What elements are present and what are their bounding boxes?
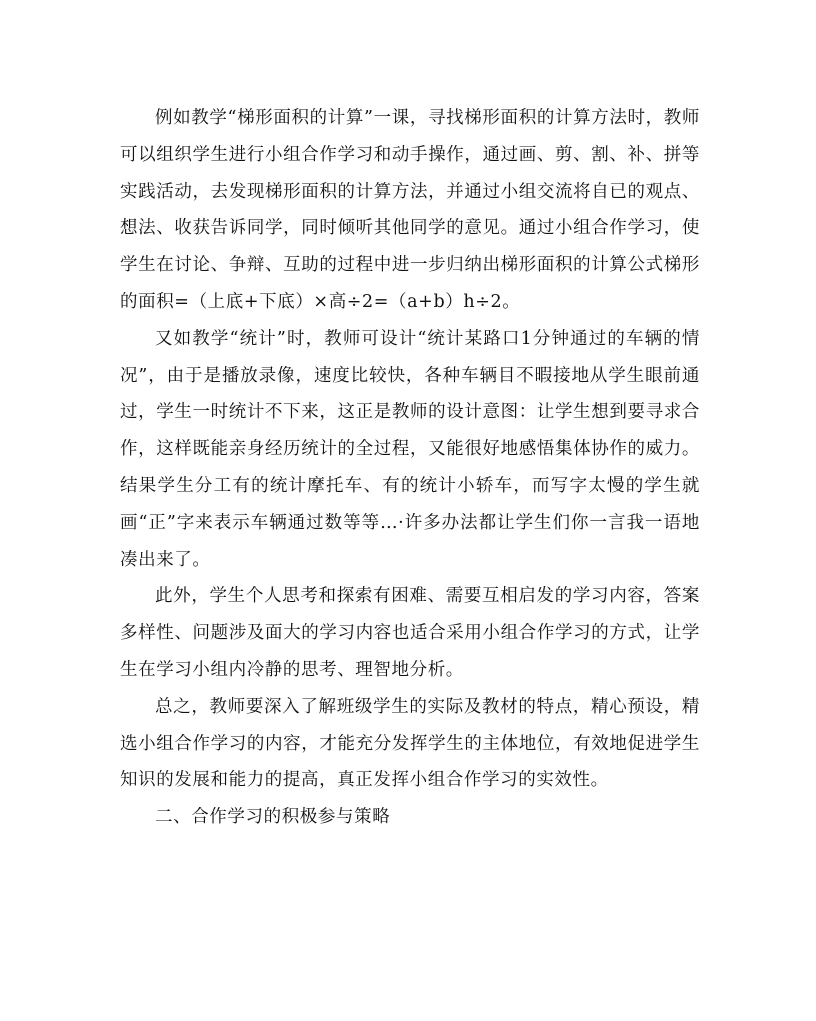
document-body [120,100,700,836]
paragraph-statistics-example: 又如教学“统计”时，教师可设计“统计某路口1分钟通过的车辆的情况”，由于是播放录像，速度比较快，各种车辆目不暇接地从学生眼前通过，学生一时统计不下来，这正是教师的设计意图：让学生想到要寻求合作，这样既能亲身经历统计的全过程，又能很好地感悟集体协作的威力。结果学生分工有的统计摩托车、有的统计小轿车，而写字太慢的学生就画“正”字来表示车辆通过数等等…·许多办法都让学生们你一言我一语地凑出来了。 [120,328,700,570]
section-heading-participation-strategy: 二、合作学习的积极参与策略 [155,807,391,828]
paragraph-trapezoid-example: 例如教学“梯形面积的计算”一课，寻找梯形面积的计算方法时，教师可以组织学生进行小组合作学习和动手操作，通过画、剪、割、补、拼等实践活动，去发现梯形面积的计算方法，并通过小组交流将自已的观点、想法、收获告诉同学，同时倾听其他同学的意见。通过小组合作学习，使学生在讨论、争辩、互助的过程中进一步归纳出梯形面积的计算公式梯形的面积=（上底+下底）×高÷2=（a+b）h÷2。 [120,108,700,312]
paragraph-additional-content: 此外，学生个人思考和探索有困难、需要互相启发的学习内容，答案多样性、问题涉及面大的学习内容也适合采用小组合作学习的方式，让学生在学习小组内冷静的思考、理智地分析。 [120,586,700,680]
paragraph-summary: 总之，教师要深入了解班级学生的实际及教材的特点，精心预设，精选小组合作学习的内容，才能充分发挥学生的主体地位，有效地促进学生知识的发展和能力的提高，真正发挥小组合作学习的实效性。 [120,696,700,791]
